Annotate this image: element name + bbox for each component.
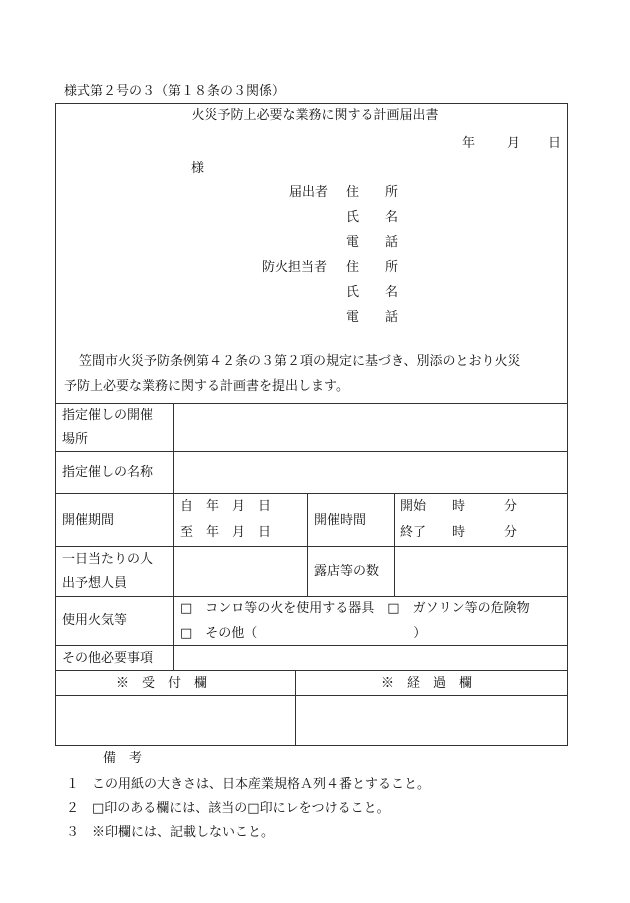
- hours-start: 開始 時 分: [400, 499, 518, 514]
- addressee-sama: 様: [191, 161, 205, 176]
- applicant-phone-label: 電 話: [346, 235, 399, 250]
- venue-label: 指定催しの開催: [62, 408, 154, 423]
- fire-use-option-2[interactable]: □ その他（ ）: [180, 626, 427, 641]
- row-divider: [55, 670, 568, 671]
- hours-end: 終了 時 分: [400, 525, 518, 540]
- fire-use-option-1[interactable]: □ コンロ等の火を使用する器具 □ ガソリン等の危険物: [180, 601, 530, 616]
- attendance-label-cont: 出予想人員: [62, 576, 128, 591]
- venue-label-cont: 場所: [62, 432, 89, 447]
- attendance-label: 一日当たりの人: [62, 552, 154, 567]
- form-title: 火災予防上必要な業務に関する計画届出書: [191, 108, 439, 123]
- date-day: 日: [548, 136, 562, 151]
- applicant-address-label: 住 所: [346, 185, 399, 200]
- fire-manager-label: 防火担当者: [262, 260, 328, 275]
- table-top-border: [55, 403, 568, 404]
- fire-manager-address-label: 住 所: [346, 260, 399, 275]
- label-column-divider: [173, 403, 174, 670]
- applicant-name-label: 氏 名: [346, 210, 399, 225]
- row-divider: [55, 451, 568, 452]
- fire-use-label: 使用火気等: [62, 613, 128, 628]
- applicant-label: 届出者: [289, 185, 329, 200]
- date-month: 月: [507, 136, 521, 151]
- column-divider: [307, 493, 308, 596]
- receipt-label: ※ 受 付 欄: [116, 676, 208, 691]
- event-name-label: 指定催しの名称: [62, 465, 154, 480]
- date-year: 年: [462, 136, 476, 151]
- note-text: □印のある欄には、該当の□印にレをつけること。: [92, 801, 390, 816]
- receipt-column-divider: [295, 670, 296, 746]
- note-text: この用紙の大きさは、日本産業規格Ａ列４番とすること。: [92, 777, 431, 792]
- column-divider: [394, 493, 395, 596]
- row-divider: [55, 493, 568, 494]
- progress-label: ※ 経 過 欄: [381, 676, 473, 691]
- note-number: １: [66, 777, 80, 792]
- fire-manager-name-label: 氏 名: [346, 285, 399, 300]
- form-number-header: 様式第２号の３（第１８条の３関係）: [64, 84, 286, 99]
- notes-heading: 備 考: [103, 751, 143, 766]
- body-text-line-2: 予防上必要な業務に関する計画書を提出します。: [64, 379, 349, 394]
- period-to: 至 年 月 日: [180, 525, 272, 540]
- row-divider: [55, 645, 568, 646]
- period-label: 開催期間: [62, 513, 115, 528]
- note-number: ３: [66, 825, 80, 840]
- row-divider: [55, 695, 568, 696]
- row-divider: [55, 546, 568, 547]
- fire-manager-phone-label: 電 話: [346, 310, 399, 325]
- hours-label: 開催時間: [314, 513, 367, 528]
- other-label: その他必要事項: [62, 651, 154, 666]
- stalls-label: 露店等の数: [314, 564, 380, 579]
- period-from: 自 年 月 日: [180, 499, 272, 514]
- note-text: ※印欄には、記載しないこと。: [92, 825, 275, 840]
- note-number: ２: [66, 801, 80, 816]
- body-text-line-1: 笠間市火災予防条例第４２条の３第２項の規定に基づき、別添のとおり火災: [79, 354, 521, 369]
- row-divider: [55, 596, 568, 597]
